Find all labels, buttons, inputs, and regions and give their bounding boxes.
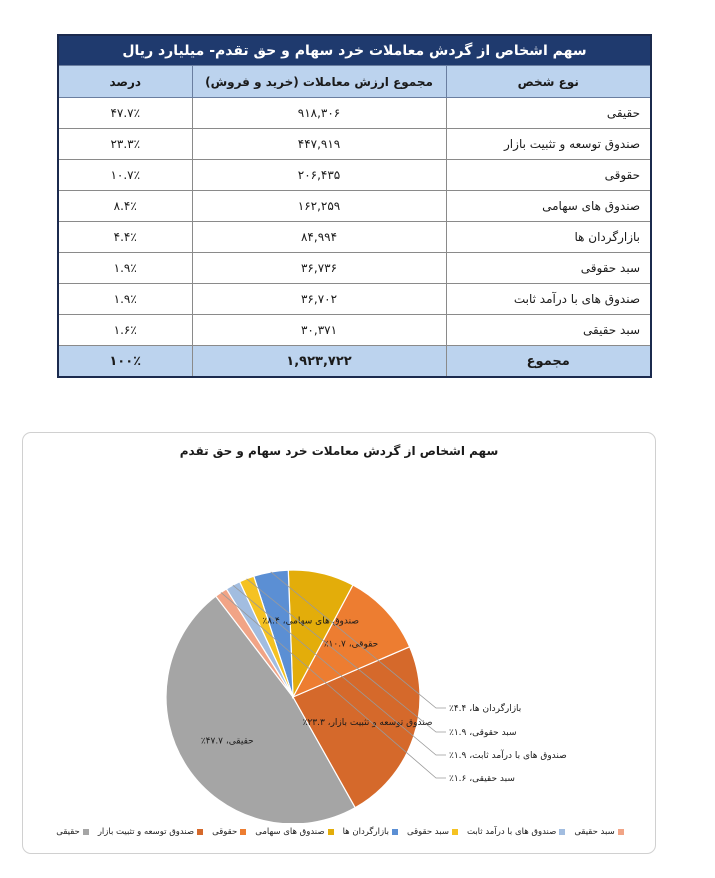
legend-swatch [452,829,458,835]
row-type: حقیقی [446,98,651,129]
legend-item [56,824,89,840]
legend-item [407,824,458,840]
row-value: ۲۰۶,۴۳۵ [192,160,446,191]
legend-label: سبد حقوقی [407,827,449,837]
legend-item [255,824,333,840]
legend-swatch [328,829,334,835]
chart-title: سهم اشخاص از گردش معاملات خرد سهام و حق تقدم [179,444,499,458]
row-percent: ۴۷.۷٪ [58,98,192,129]
row-value: ۹۱۸,۳۰۶ [192,98,446,129]
row-percent: ۲۳.۳٪ [58,129,192,160]
row-value: ۸۴,۹۹۴ [192,222,446,253]
row-type: سبد حقیقی [446,315,651,346]
summary-table-wrapper [57,34,650,378]
legend-label: صندوق توسعه و تثبیت بازار [97,827,195,837]
row-percent: ۱.۹٪ [58,284,192,315]
row-type: حقوقی [446,160,651,191]
legend-label: صندوق های سهامی [255,827,325,837]
total-row [58,346,651,378]
pie-data-label: بازارگردان ها، ۴.۴٪ [449,704,522,714]
pie-chart [23,433,655,823]
row-percent: ۱۰.۷٪ [58,160,192,191]
legend-label: بازارگردان ها [342,827,390,837]
legend-swatch [618,829,624,835]
legend-item [212,824,246,840]
table-row [58,160,651,191]
legend-item [343,824,398,840]
table-row [58,253,651,284]
table-row [58,284,651,315]
row-value: ۴۴۷,۹۱۹ [192,129,446,160]
row-value: ۳۶,۷۰۲ [192,284,446,315]
pie-data-label: صندوق های سهامی، ۸.۴٪ [262,616,359,627]
header-value: مجموع ارزش معاملات (خرید و فروش) [192,66,446,98]
header-type: نوع شخص [446,66,651,98]
row-value: ۳۶,۷۳۶ [192,253,446,284]
legend-item [574,824,623,840]
summary-table [57,34,652,378]
row-type: صندوق های با درآمد ثابت [446,284,651,315]
pie-data-label: سبد حقیقی، ۱.۶٪ [449,774,515,784]
table-row [58,191,651,222]
total-value: ۱,۹۲۳,۷۲۲ [192,346,446,378]
legend-item [98,824,203,840]
chart-legend [39,824,641,840]
row-percent: ۴.۴٪ [58,222,192,253]
table-row [58,222,651,253]
total-percent: ۱۰۰٪ [58,346,192,378]
row-value: ۳۰,۳۷۱ [192,315,446,346]
header-percent: درصد [58,66,192,98]
legend-swatch [197,829,203,835]
row-percent: ۱.۹٪ [58,253,192,284]
legend-swatch [559,829,565,835]
row-type: صندوق توسعه و تثبیت بازار [446,129,651,160]
legend-swatch [83,829,89,835]
total-label: مجموع [446,346,651,378]
legend-label: حقیقی [56,827,80,837]
legend-label: سبد حقیقی [574,827,615,837]
row-value: ۱۶۲,۲۵۹ [192,191,446,222]
legend-label: صندوق های با درآمد ثابت [466,827,557,837]
table-row [58,315,651,346]
pie-data-label: صندوق های با درآمد ثابت، ۱.۹٪ [449,751,567,761]
pie-data-label: صندوق توسعه و تثبیت بازار، ۲۳.۳٪ [302,718,433,729]
chart-card [22,432,656,854]
table-title: سهم اشخاص از گردش معاملات خرد سهام و حق تقدم- میلیارد ریال [58,35,651,66]
row-percent: ۱.۶٪ [58,315,192,346]
legend-swatch [240,829,246,835]
row-type: صندوق های سهامی [446,191,651,222]
legend-item [467,824,565,840]
pie-data-label: حقیقی، ۴۷.۷٪ [200,736,254,747]
legend-swatch [392,829,398,835]
pie-data-label: سبد حقوقی، ۱.۹٪ [449,728,517,738]
row-percent: ۸.۴٪ [58,191,192,222]
row-type: بازارگردان ها [446,222,651,253]
pie-data-label: حقوقی، ۱۰.۷٪ [323,639,379,650]
row-type: سبد حقوقی [446,253,651,284]
table-body [58,98,651,346]
table-row [58,98,651,129]
legend-label: حقوقی [212,827,238,837]
table-row [58,129,651,160]
